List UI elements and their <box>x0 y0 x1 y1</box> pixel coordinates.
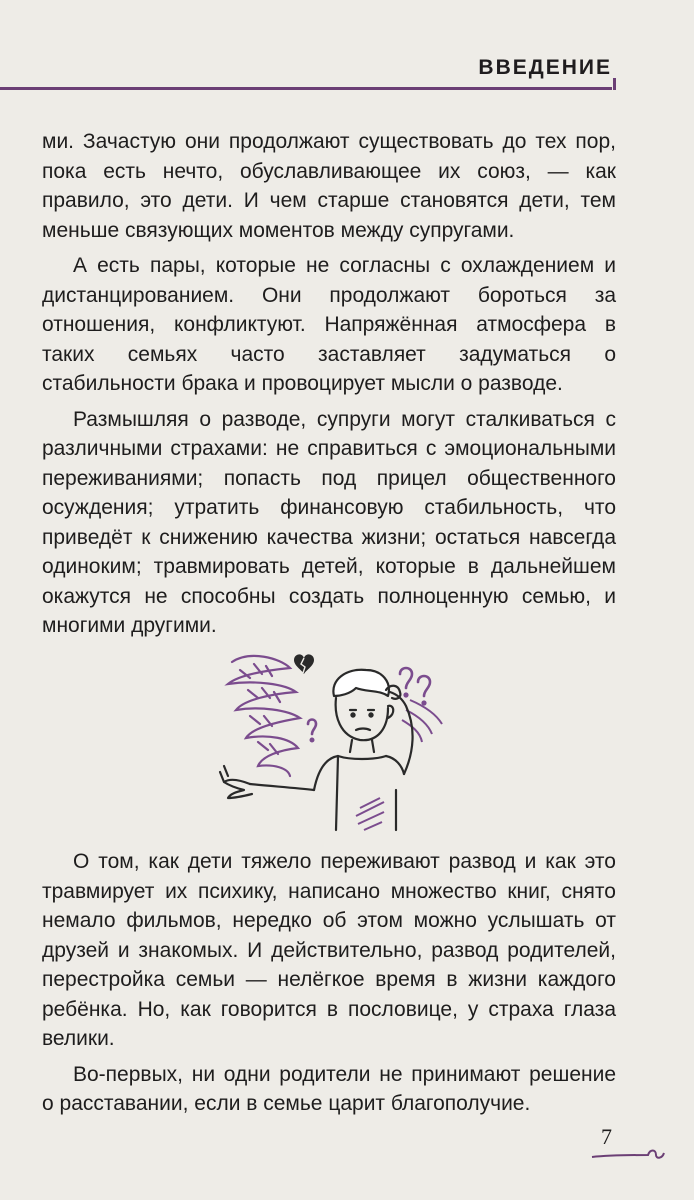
paragraph-couples-fight: А есть пары, которые не согласны с охлаждением и дистанцированием. Они продолжают бороться за отношения, конфликтуют. Напряжённая атмосфера в таких семьях часто заставляет задуматься о стабильности брака и провоцирует мысли о разводе. <box>42 254 616 395</box>
body-text-top <box>42 127 616 641</box>
confused-man-illustration <box>210 640 460 840</box>
page-number-flourish <box>590 1143 670 1165</box>
paragraph-firstly: Во-первых, ни одни родители не принимают решение о расставании, если в семье царит благополучие. <box>42 1062 616 1115</box>
header-rule-end <box>613 78 616 90</box>
shirt-scribble <box>356 798 384 830</box>
section-title: ВВЕДЕНИЕ <box>478 56 612 79</box>
paragraph-children-trauma: О том, как дети тяжело переживают развод и как это травмирует их психику, написано множество книг, снято немало фильмов, нередко об этом можно услышать от друзей и знакомых. И действительно, развод родителей, перестройка семьи — нелёгкое время в жизни каждого ребёнка. Но, как говорится в пословице, у страха глаза велики. <box>42 850 616 1050</box>
body-text-bottom <box>42 847 616 1119</box>
broken-heart-icon <box>294 654 314 674</box>
paragraph-continuation: ми. Зачастую они продолжают существовать до тех пор, пока есть нечто, обуславливающее их союз, — как правило, это дети. И чем старше становятся дети, тем меньше связующих моментов между супругами. <box>42 130 616 242</box>
paragraph-divorce-fears: Размышляя о разводе, супруги могут сталкиваться с различными страхами: не справиться с эмоциональными переживаниями; попасть под прицел общественного осуждения; утратить финансовую стабильность, что приведёт к снижению качества жизни; остаться навсегда одиноким; травмировать детей, которые в дальнейшем окажутся не способны создать полноценную семью, и многими другими. <box>42 407 616 637</box>
anxiety-scribble <box>228 656 300 776</box>
header-rule <box>0 87 612 90</box>
confused-man-icon <box>210 640 460 840</box>
page-number: 7 <box>601 1124 612 1149</box>
man-figure <box>220 670 413 830</box>
running-header <box>0 52 694 92</box>
stress-lines <box>402 700 442 742</box>
